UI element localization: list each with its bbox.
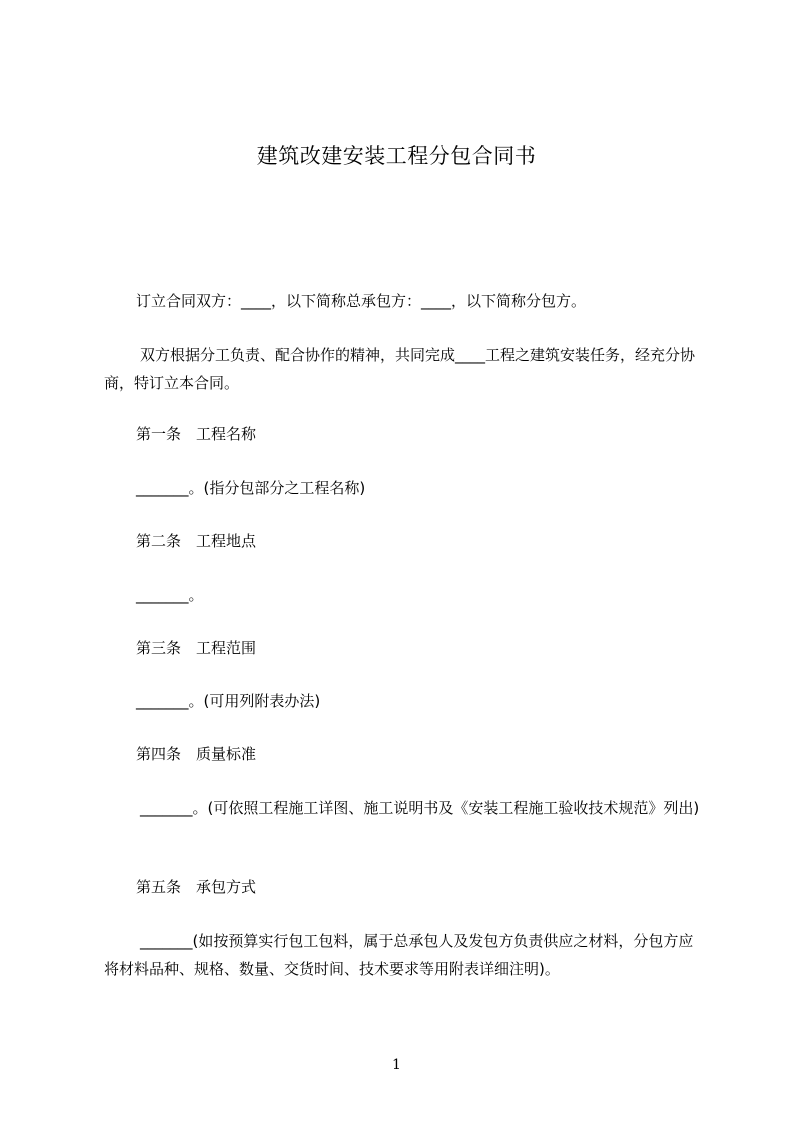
article-5-heading: 第五条 承包方式 [136, 878, 257, 896]
article-4-body: _______。(可依照工程施工详图、施工说明书及《安装工程施工验收技术规范》列出) [140, 799, 700, 817]
opening-line: 订立合同双方：____，以下简称总承包方：____，以下简称分包方。 [136, 292, 587, 310]
article-1-heading: 第一条 工程名称 [136, 425, 257, 443]
document-title: 建筑改建安装工程分包合同书 [256, 144, 537, 168]
article-2-body: _______。 [136, 586, 204, 604]
article-3-body: _______。(可用列附表办法) [136, 692, 321, 710]
article-5-body: _______(如按预算实行包工包料，属于总承包人及发包方负责供应之材料，分包方应将材料品种、规格、数量、交货时间、技术要求等用附表详细注明)。 [104, 932, 694, 978]
article-3-heading: 第三条 工程范围 [136, 639, 257, 657]
article-2-heading: 第二条 工程地点 [136, 532, 257, 550]
article-1-body: _______。(指分包部分之工程名称) [136, 479, 366, 497]
intro-paragraph: 双方根据分工负责、配合协作的精神，共同完成____工程之建筑安装任务，经充分协商，特订立本合同。 [104, 346, 696, 392]
page-number: 1 [392, 1057, 401, 1073]
article-4-heading: 第四条 质量标准 [136, 745, 257, 763]
